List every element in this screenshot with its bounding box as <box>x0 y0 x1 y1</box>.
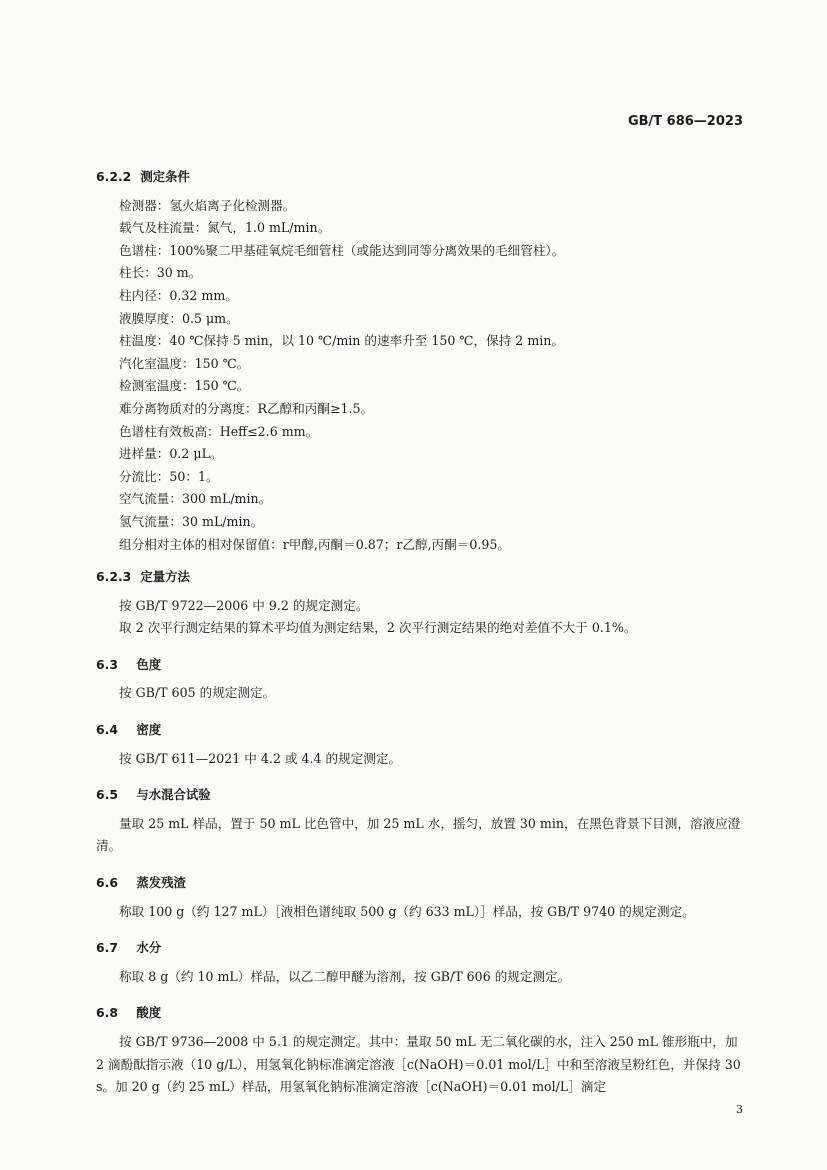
section-heading-6-6 <box>96 872 748 895</box>
section-title: 测定条件 <box>140 169 190 184</box>
method-list <box>96 595 748 640</box>
conditions-list <box>96 195 748 557</box>
condition-line: 载气及柱流量：氮气，1.0 mL/min。 <box>119 220 331 236</box>
section-heading-6-3 <box>96 654 748 677</box>
condition-line: 氢气流量：30 mL/min。 <box>119 513 264 529</box>
section-number: 6.2.2 <box>96 169 132 184</box>
condition-line: 液膜厚度：0.5 μm。 <box>119 310 239 326</box>
condition-line: 色谱柱：100%聚二甲基硅氧烷毛细管柱（或能达到同等分离效果的毛细管柱）。 <box>119 242 565 258</box>
condition-line: 柱长：30 m。 <box>119 265 202 281</box>
section-heading-6-7 <box>96 937 748 960</box>
section-title: 密度 <box>136 722 162 738</box>
condition-line: 柱温度：40 ℃保持 5 min，以 10 ℃/min 的速率升至 150 ℃，保持 2 min。 <box>119 333 564 349</box>
section-number: 6.7 <box>96 940 118 956</box>
paragraph: 取 2 次平行测定结果的算术平均值为测定结果，2 次平行测定结果的绝对差值不大于 0.1%。 <box>119 620 637 636</box>
condition-line: 组分相对主体的相对保留值：r甲醇,丙酮＝0.87；r乙醇,丙酮＝0.95。 <box>119 536 510 552</box>
paragraph: 按 GB/T 605 的规定测定。 <box>119 685 276 701</box>
section-number: 6.8 <box>96 1005 118 1021</box>
condition-line: 进样量：0.2 μL。 <box>119 446 223 462</box>
section-number: 6.2.3 <box>96 569 132 585</box>
section-number: 6.3 <box>96 656 118 672</box>
section-number: 6.6 <box>96 875 118 891</box>
paragraph: 按 GB/T 611—2021 中 4.2 或 4.4 的规定测定。 <box>119 750 402 766</box>
section-title: 酸度 <box>136 1005 162 1021</box>
section-number: 6.5 <box>96 787 118 803</box>
condition-line: 柱内径：0.32 mm。 <box>119 287 238 303</box>
paragraph: 按 GB/T 9722—2006 中 9.2 的规定测定。 <box>119 597 369 613</box>
condition-line: 空气流量：300 mL/min。 <box>119 491 272 507</box>
section-title: 水分 <box>136 940 162 956</box>
paragraph: 量取 25 mL 样品，置于 50 mL 比色管中，加 25 mL 水，摇匀，放置 30 min，在黑色背景下目测，溶液应澄清。 <box>96 815 741 854</box>
section-heading-6-2-2 <box>96 166 748 189</box>
section-title: 与水混合试验 <box>136 787 211 803</box>
section-heading-6-8 <box>96 1002 748 1025</box>
section-title: 定量方法 <box>140 569 190 585</box>
condition-line: 汽化室温度：150 ℃。 <box>119 355 250 371</box>
section-heading-6-4 <box>96 719 748 742</box>
condition-line: 分流比：50：1。 <box>119 468 219 484</box>
paragraph: 按 GB/T 9736—2008 中 5.1 的规定测定。其中：量取 50 mL 无二氧化碳的水，注入 250 mL 锥形瓶中，加 2 滴酚酞指示液（10 g/L），用氢氧化钠标准滴定溶液［c(NaOH)＝0.01 mol/L］中和至溶液呈粉红色，并保持 30 s。加 20 g（约 25 mL）样品，用氢氧化钠标准滴定溶液［c(NaOH)＝0.01 mol/L］滴定 <box>96 1034 741 1095</box>
paragraph: 称取 100 g（约 127 mL）［液相色谱纯取 500 g（约 633 mL）］样品，按 GB/T 9740 的规定测定。 <box>119 903 695 919</box>
condition-line: 检测器：氢火焰离子化检测器。 <box>119 197 296 213</box>
page-number: 3 <box>736 1103 743 1116</box>
section-title: 蒸发残渣 <box>136 875 186 891</box>
condition-line: 色谱柱有效板高：Heff≤2.6 mm。 <box>119 423 319 439</box>
condition-line: 难分离物质对的分离度：R乙醇和丙酮≥1.5。 <box>119 400 374 416</box>
document-body <box>96 166 748 1099</box>
standard-code: GB/T 686—2023 <box>627 114 743 129</box>
condition-line: 检测室温度：150 ℃。 <box>119 378 250 394</box>
section-heading-6-2-3 <box>96 566 748 589</box>
paragraph: 称取 8 g（约 10 mL）样品，以乙二醇甲醚为溶剂，按 GB/T 606 的规定测定。 <box>119 968 571 984</box>
section-title: 色度 <box>136 656 162 672</box>
section-number: 6.4 <box>96 722 118 738</box>
section-heading-6-5 <box>96 784 748 807</box>
